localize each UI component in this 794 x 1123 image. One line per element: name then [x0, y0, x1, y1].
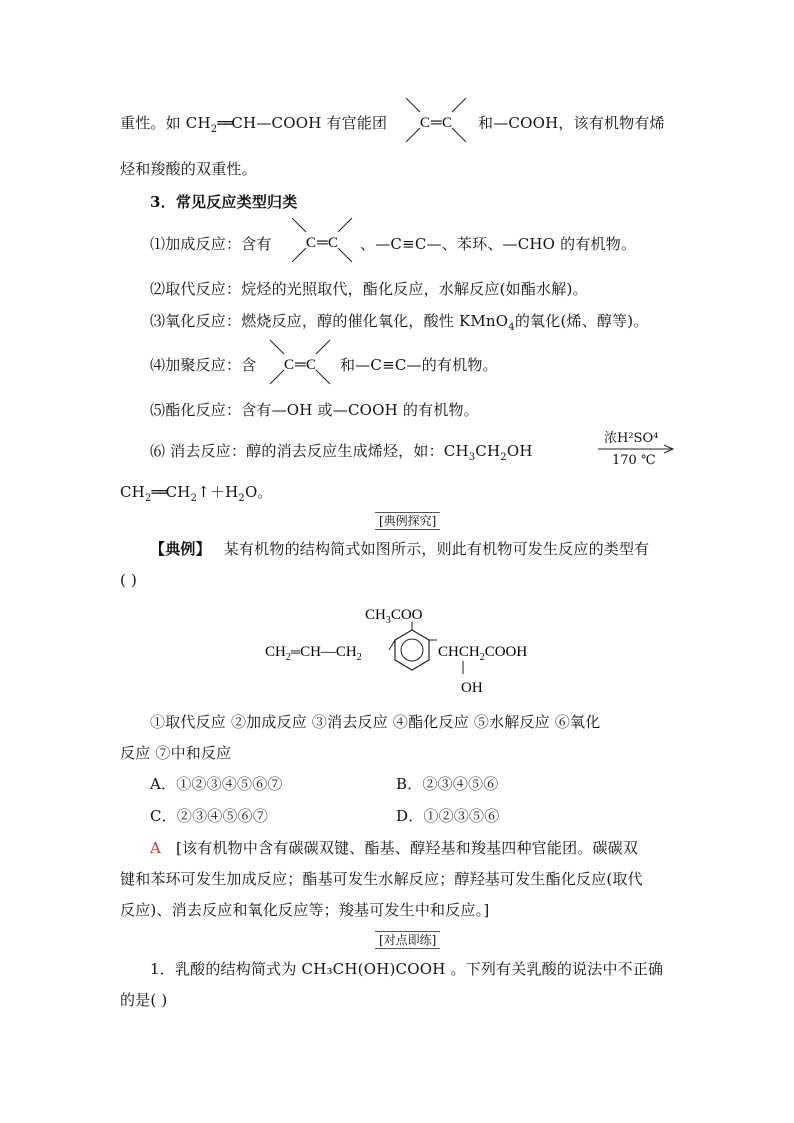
- arrow-h: ↑＋H: [197, 483, 239, 501]
- reaction-1-prefix: ⑴加成反应：含有: [150, 235, 272, 253]
- alkene-structure-1: [400, 96, 472, 146]
- reaction-6-product: [120, 481, 273, 504]
- o: O。: [244, 483, 273, 501]
- line1-after: 和—COOH，该有机物有烯: [478, 114, 665, 132]
- answer-line-2: 键和苯环可发生加成反应；酯基可发生水解反应；醇羟基可发生酯化反应(取代: [120, 870, 643, 888]
- double-bond: ══: [217, 114, 232, 132]
- reaction-3-prefix: ⑶氧化反应：燃烧反应，醇的催化氧化，酸性 KMnO: [150, 312, 509, 330]
- sub-2: 2: [210, 124, 218, 135]
- oh: OH: [506, 442, 533, 460]
- sub: 3: [468, 452, 476, 463]
- sub: 2: [500, 452, 507, 463]
- reaction-6-prefix: ⑹ 消去反应：醇的消去反应生成烯烃，如：CH: [150, 442, 469, 460]
- double-bond-sign: ═: [431, 115, 442, 131]
- question-1-line-1: 1．乳酸的结构简式为 CH₃CH(OH)COOH 。下列有关乳酸的说法中不正确: [150, 960, 664, 978]
- carbon-left: C: [306, 235, 317, 251]
- tag-example: [典例探究]: [375, 512, 440, 530]
- reaction-condition-top: 浓H²SO⁴: [604, 431, 659, 446]
- sub: 2: [144, 493, 152, 504]
- question-1-line-2: 的是( ): [120, 991, 168, 1009]
- option-d[interactable]: D．①②③⑤⑥: [396, 807, 500, 825]
- alkene-structure-3: [264, 338, 336, 388]
- reaction-1-suffix: 、—C≡C—、苯环、—CHO 的有机物。: [360, 235, 637, 253]
- answer-letter: A: [150, 839, 162, 857]
- carbon-right: C: [442, 115, 453, 131]
- line2: 烃和羧酸的双重性。: [120, 160, 257, 178]
- molecule-structure: [262, 598, 582, 698]
- reaction-3: [150, 310, 649, 333]
- tag-practice: [对点即练]: [375, 931, 440, 949]
- answer-text-1: [该有机物中含有碳碳双键、酯基、醇羟基和羧基四种官能团。碳碳双: [176, 839, 639, 857]
- right-group: $CHCH_2COOH$: [438, 644, 528, 663]
- double-bond-sign: ═: [317, 235, 328, 251]
- reaction-6: [150, 440, 533, 463]
- reactions-line-2: 反应 ⑦中和反应: [120, 744, 232, 762]
- ch: CH: [475, 442, 501, 460]
- line1-mid: CH—COOH 有官能团: [231, 114, 388, 132]
- sub: 2: [190, 493, 198, 504]
- carbon-right: C: [306, 357, 317, 373]
- ch: CH: [120, 483, 145, 501]
- line1-prefix: [120, 112, 387, 135]
- reaction-2: ⑵取代反应：烷烃的光照取代，酯化反应，水解反应(如酯水解)。: [150, 280, 588, 298]
- example-line: [150, 538, 649, 559]
- option-c[interactable]: C．②③④⑤⑥⑦: [150, 807, 269, 825]
- reaction-4-suffix: 和—C≡C—的有机物。: [340, 356, 498, 374]
- example-blank: ( ): [120, 571, 138, 589]
- line1-prefix-text: 重性。如 CH: [120, 114, 211, 132]
- example-text: 某有机物的结构简式如图所示，则此有机物可发生反应的类型有: [223, 540, 650, 558]
- reactions-line-1: ①取代反应 ②加成反应 ③消去反应 ④酯化反应 ⑤水解反应 ⑥氧化: [150, 713, 601, 731]
- left-group: $CH_2═CH—CH_2$: [265, 644, 362, 663]
- alkene-structure-2: [286, 216, 358, 266]
- double-bond-sign: ═: [295, 357, 306, 373]
- example-label: 【典例】: [150, 540, 211, 558]
- section3-title: 3．常见反应类型归类: [150, 193, 298, 211]
- reaction-condition-bottom: 170 ℃: [612, 453, 656, 468]
- answer-line-1: [150, 837, 638, 858]
- carbon-left: C: [284, 357, 295, 373]
- oh-group: OH: [461, 680, 483, 696]
- carbon-left: C: [420, 115, 431, 131]
- sub: 2: [238, 493, 245, 504]
- option-b[interactable]: B．②③④⑤⑥: [396, 775, 499, 793]
- reaction-4-prefix: ⑷加聚反应：含: [150, 356, 257, 374]
- ch: CH: [165, 483, 191, 501]
- double-bond: ══: [151, 483, 166, 501]
- top-group: $CH_3COO$: [365, 607, 423, 626]
- option-a[interactable]: A．①②③④⑤⑥⑦: [150, 775, 283, 793]
- sub-4: 4: [508, 322, 515, 333]
- carbon-right: C: [328, 235, 339, 251]
- reaction-3-suffix: 的氧化(烯、醇等)。: [514, 312, 649, 330]
- reaction-5: ⑸酯化反应：含有—OH 或—COOH 的有机物。: [150, 401, 479, 419]
- answer-line-3: 反应)、消去反应和氧化反应等；羧基可发生中和反应。]: [120, 901, 490, 919]
